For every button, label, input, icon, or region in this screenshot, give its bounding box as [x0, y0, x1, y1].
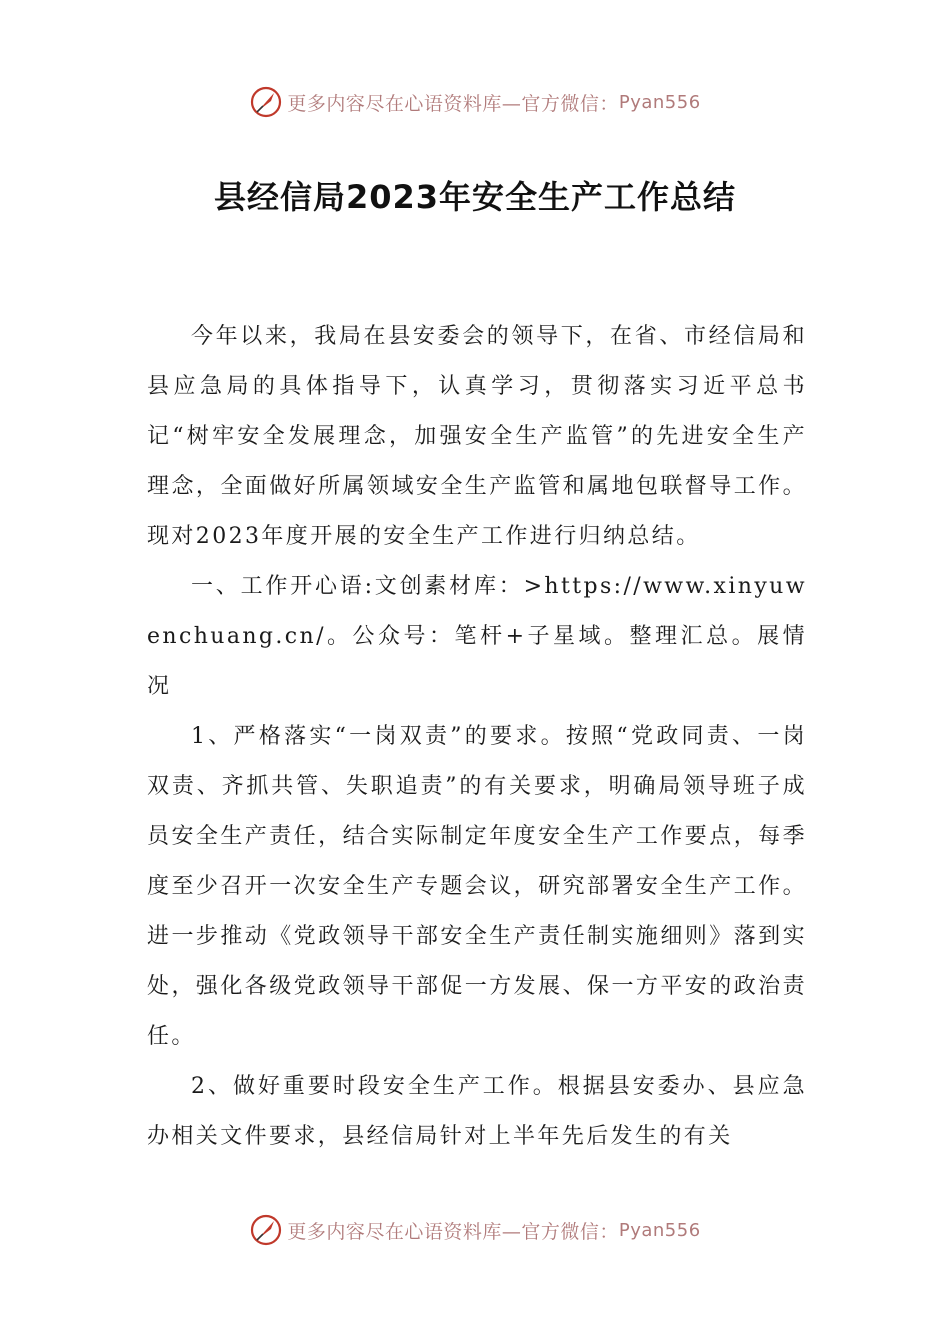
- paragraph-item-2: 2、做好重要时段安全生产工作。根据县安委办、县应急办相关文件要求，县经信局针对上半年先后发生的有关: [147, 1074, 807, 1149]
- paragraph-item-1: 1、严格落实“一岗双责”的要求。按照“党政同责、一岗双责、齐抓共管、失职追责”的有关要求，明确局领导班子成员安全生产责任，结合实际制定年度安全生产工作要点，每季度至少召开一次安全生产专题会议，研究部署安全生产工作。进一步推动《党政领导干部安全生产责任制实施细则》落到实处，强化各级党政领导干部促一方发展、保一方平安的政治责任。: [147, 724, 807, 1049]
- banner-text: 更多内容尽在心语资料库—官方微信：: [287, 92, 619, 115]
- paragraph-intro: 今年以来，我局在县安委会的领导下，在省、市经信局和县应急局的具体指导下，认真学习，贯彻落实习近平总书记“树牢安全发展理念，加强安全生产监管”的先进安全生产理念，全面做好所属领域安全生产监管和属地包联督导工作。现对2023年度开展的安全生产工作进行归纳总结。: [147, 324, 807, 549]
- banner-wechat-id: Pyan556: [618, 1219, 701, 1241]
- quill-logo-icon: [249, 1213, 283, 1247]
- banner-text: 更多内容尽在心语资料库—官方微信：: [287, 1220, 619, 1243]
- footer-watermark-banner: [0, 1210, 950, 1250]
- banner-wechat-id: Pyan556: [618, 91, 701, 113]
- header-watermark-banner: [0, 82, 950, 122]
- quill-logo-icon: [249, 85, 283, 119]
- document-title: 县经信局2023年安全生产工作总结: [213, 178, 737, 216]
- paragraph-section-heading: 一、工作开心语:文创素材库：>https://www.xinyuwenchuang.cn/。公众号：笔杆+子星域。整理汇总。展情况: [147, 574, 807, 699]
- document-body: [147, 312, 807, 1152]
